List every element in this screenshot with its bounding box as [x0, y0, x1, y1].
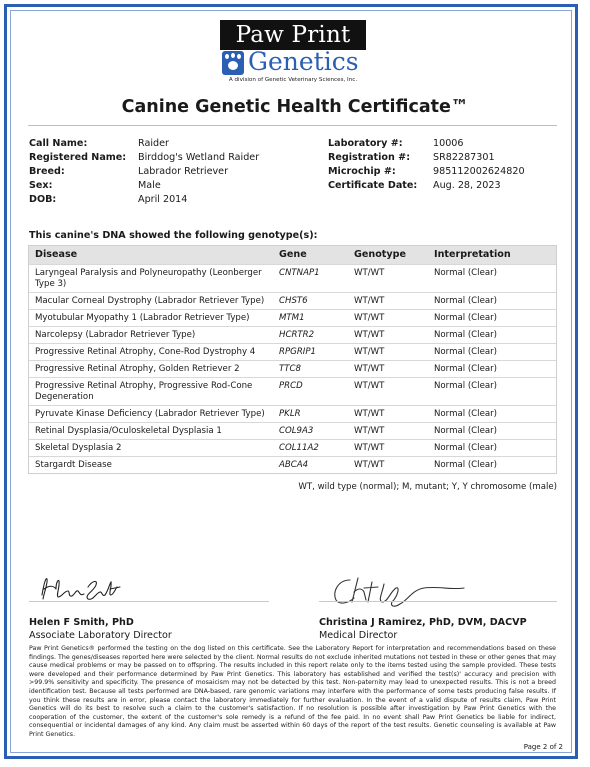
gene-cell: CNTNAP1 [279, 268, 320, 278]
genotype-cell: WT/WT [354, 426, 385, 436]
title-divider [28, 125, 557, 126]
disease-cell: Progressive Retinal Atrophy, Golden Retriever 2 [35, 364, 240, 374]
interpretation-cell: Normal (Clear) [434, 409, 498, 419]
disease-cell: Laryngeal Paralysis and Polyneuropathy (Leonberger Type 3) [35, 268, 262, 289]
genotype-cell: WT/WT [354, 313, 385, 323]
gene-cell: PRCD [279, 381, 303, 391]
table-row [29, 405, 556, 422]
disease-cell: Progressive Retinal Atrophy, Progressive Rod-Cone Degeneration [35, 381, 253, 402]
gene-cell: CHST6 [279, 296, 308, 306]
genotype-cell: WT/WT [354, 460, 385, 470]
disease-cell: Narcolepsy (Labrador Retriever Type) [35, 330, 196, 340]
breed-label: Breed: [29, 166, 65, 177]
signature-line-right [319, 601, 557, 602]
call-name-value: Raider [138, 138, 169, 149]
gene-cell: COL9A3 [279, 426, 314, 436]
genotype-intro: This canine's DNA showed the following genotype(s): [29, 230, 318, 241]
company-logo [220, 20, 366, 86]
genotype-cell: WT/WT [354, 347, 385, 357]
genotype-cell: WT/WT [354, 381, 385, 391]
dob-label: DOB: [29, 194, 57, 205]
table-row [29, 292, 556, 309]
microchip-number-value: 985112002624820 [433, 166, 525, 177]
genotype-cell: WT/WT [354, 409, 385, 419]
table-row [29, 377, 556, 405]
interpretation-cell: Normal (Clear) [434, 330, 498, 340]
interpretation-cell: Normal (Clear) [434, 460, 498, 470]
logo-subtitle: A division of Genetic Veterinary Sciences, Inc. [228, 77, 358, 83]
genotype-legend: WT, wild type (normal); M, mutant; Y, Y chromosome (male) [298, 482, 557, 492]
signature-christina-ramirez [328, 574, 468, 612]
gene-cell: MTM1 [279, 313, 305, 323]
genotype-cell: WT/WT [354, 268, 385, 278]
header-genotype: Genotype [354, 249, 407, 260]
header-disease: Disease [35, 249, 78, 260]
laboratory-number-label: Laboratory #: [328, 138, 403, 149]
interpretation-cell: Normal (Clear) [434, 268, 498, 278]
logo-wordmark-top: Paw Print [220, 20, 366, 50]
microchip-number-label: Microchip #: [328, 166, 396, 177]
gene-cell: HCRTR2 [279, 330, 315, 340]
table-row [29, 326, 556, 343]
registered-name-label: Registered Name: [29, 152, 127, 163]
genotype-cell: WT/WT [354, 330, 385, 340]
interpretation-cell: Normal (Clear) [434, 381, 498, 391]
disease-cell: Retinal Dysplasia/Oculoskeletal Dysplasia 1 [35, 426, 222, 436]
signer-title-left: Associate Laboratory Director [29, 630, 172, 641]
gene-cell: PKLR [279, 409, 301, 419]
table-row [29, 264, 556, 292]
signer-name-right: Christina J Ramirez, PhD, DVM, DACVP [319, 617, 527, 628]
page-number: Page 2 of 2 [523, 743, 563, 751]
interpretation-cell: Normal (Clear) [434, 364, 498, 374]
signer-title-right: Medical Director [319, 630, 398, 641]
table-row [29, 343, 556, 360]
breed-value: Labrador Retriever [138, 166, 229, 177]
dob-value: April 2014 [138, 194, 188, 205]
legal-disclaimer: Paw Print Genetics® performed the testing on the dog listed on this certificate. See the Laboratory Report for interpretation and recommendations based on these findings. The genes/diseases reported here were selected by the client. Normal results do not exclude inherited mutations not tested in these or other genes that may cause medical problems or may be passed on to offspring. The results included in this report relate only to the items tested using the sample provided. These tests were developed and their performance determined by Paw Print Genetics. This laboratory has established and verified the test(s)' accuracy and precision with >99.9% sensitivity and specificity. The presence of mosaicism may not be detected by this test. Non-paternity may lead to unexpected results. This is not a breed identification test. Because all tests performed are DNA-based, rare genomic variations may interfere with the performance of some tests producing false results. If you think these results are in error, please contact the laboratory immediately for further evaluation. In the event of a valid dispute of results claim, Paw Print Genetics will do its best to resolve such a claim to the customer's satisfaction. If no resolution is possible after investigation by Paw Print Genetics with the cooperation of the customer, the extent of the customer's sole remedy is a refund of the fee paid. In no event shall Paw Print Genetics be liable for indirect, consequential or incidental damages of any kind. Any claim must be asserted within 60 days of the report of the test results. Genetic counseling is available at Paw Print Genetics. [29, 645, 556, 738]
certificate-date-value: Aug. 28, 2023 [433, 180, 501, 191]
table-row [29, 309, 556, 326]
table-row [29, 439, 556, 456]
call-name-label: Call Name: [29, 138, 88, 149]
table-row [29, 456, 556, 473]
gene-cell: RPGRIP1 [279, 347, 316, 357]
signer-name-left: Helen F Smith, PhD [29, 617, 134, 628]
laboratory-number-value: 10006 [433, 138, 464, 149]
disease-cell: Pyruvate Kinase Deficiency (Labrador Retriever Type) [35, 409, 265, 419]
table-row [29, 360, 556, 377]
sex-label: Sex: [29, 180, 53, 191]
header-interpretation: Interpretation [434, 249, 511, 260]
certificate-date-label: Certificate Date: [328, 180, 418, 191]
disease-cell: Stargardt Disease [35, 460, 112, 470]
logo-wordmark-bottom: Genetics [248, 47, 359, 76]
genotype-cell: WT/WT [354, 443, 385, 453]
interpretation-cell: Normal (Clear) [434, 313, 498, 323]
registration-number-value: SR82287301 [433, 152, 495, 163]
genotype-cell: WT/WT [354, 296, 385, 306]
disease-cell: Macular Corneal Dystrophy (Labrador Retriever Type) [35, 296, 265, 306]
disease-cell: Progressive Retinal Atrophy, Cone-Rod Dystrophy 4 [35, 347, 256, 357]
paw-print-icon [222, 51, 244, 75]
genotype-cell: WT/WT [354, 364, 385, 374]
registration-number-label: Registration #: [328, 152, 411, 163]
registered-name-value: Birddog's Wetland Raider [138, 152, 260, 163]
gene-cell: ABCA4 [279, 460, 309, 470]
table-header [29, 246, 556, 264]
gene-cell: COL11A2 [279, 443, 319, 453]
table-row [29, 422, 556, 439]
header-gene: Gene [279, 249, 307, 260]
interpretation-cell: Normal (Clear) [434, 443, 498, 453]
signature-line-left [29, 601, 269, 602]
disease-cell: Skeletal Dysplasia 2 [35, 443, 122, 453]
disease-cell: Myotubular Myopathy 1 (Labrador Retriever Type) [35, 313, 250, 323]
page-title: Canine Genetic Health Certificate™ [121, 97, 469, 117]
gene-cell: TTC8 [279, 364, 301, 374]
interpretation-cell: Normal (Clear) [434, 347, 498, 357]
genotype-table [28, 245, 557, 474]
interpretation-cell: Normal (Clear) [434, 426, 498, 436]
interpretation-cell: Normal (Clear) [434, 296, 498, 306]
sex-value: Male [138, 180, 161, 191]
